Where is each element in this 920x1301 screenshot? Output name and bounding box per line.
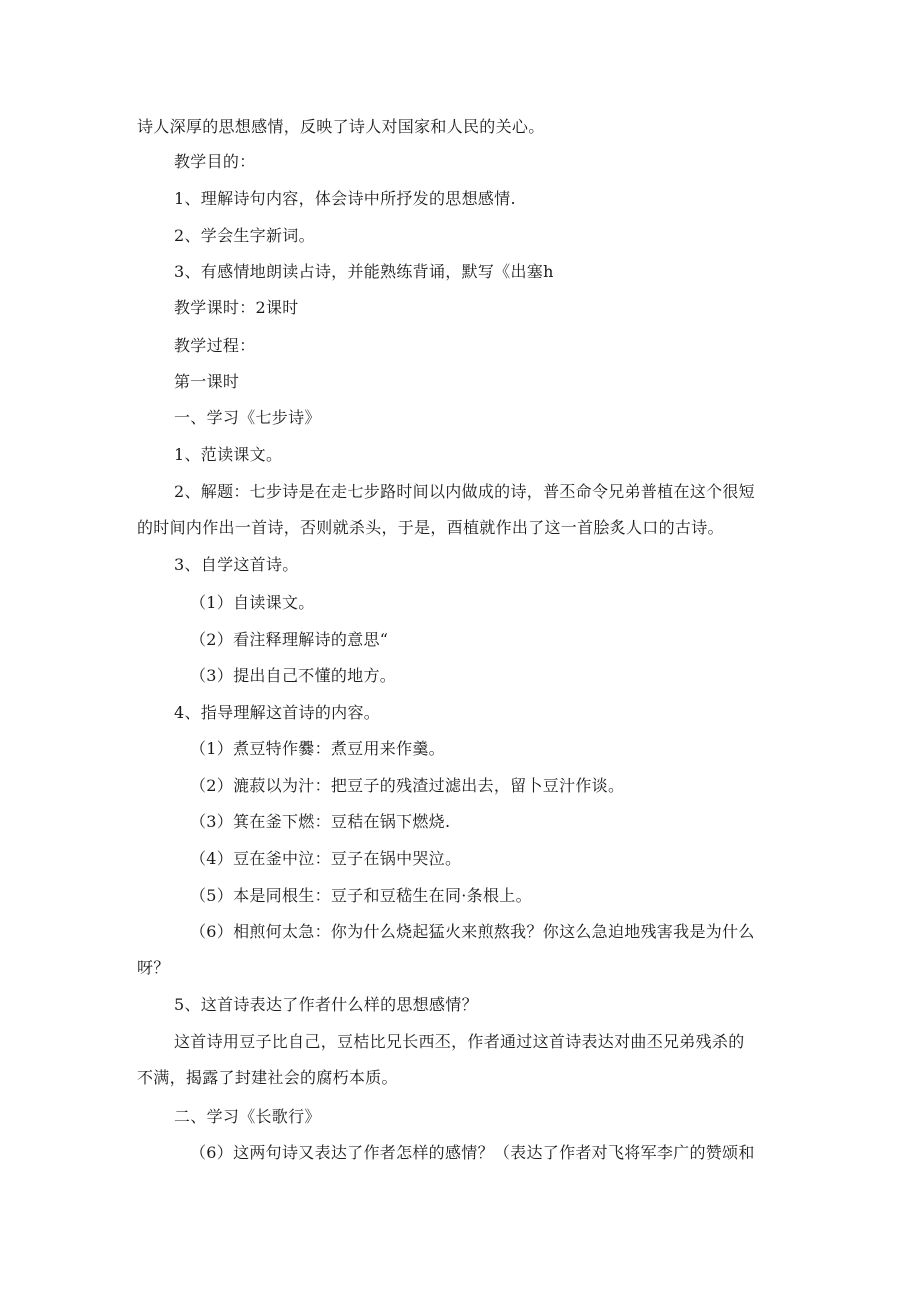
text-line: （5）本是同根生：豆子和豆嵇生在同·条根上。 [190, 886, 532, 905]
text-line: 3、有感情地朗读占诗，并能熟练背诵，默写《出塞h [174, 262, 554, 281]
text-line: 3、自学这首诗。 [174, 555, 299, 574]
text-line: 的时间内作出一首诗，否则就杀头，于是，酉植就作出了这一首脍炙人口的古诗。 [137, 518, 724, 537]
text-line: （6）相煎何太急：你为什么烧起猛火来煎熬我？你这么急迫地残害我是为什么 [190, 922, 755, 941]
text-line: 2、解题：七步诗是在走七步路时间以内做成的诗，普丕命令兄弟普植在这个很短 [174, 482, 755, 501]
text-line: 教学课时：2课时 [174, 298, 299, 317]
text-line: （3）箕在釜下燃：豆秸在锅下燃烧. [190, 812, 451, 831]
text-line: 教学目的： [174, 152, 256, 171]
section-heading: 一、学习《七步诗》 [174, 408, 321, 427]
section-heading: 二、学习《长歌行》 [174, 1107, 321, 1126]
text-line: （1）煮豆特作爨：煮豆用来作羹。 [190, 739, 445, 758]
text-line: （3）提出自己不懂的地方。 [190, 666, 397, 685]
text-line: 2、学会生字新词。 [174, 226, 315, 245]
text-line: （6）这两句诗又表达了作者怎样的感情？（表达了作者对飞将军李广的赞颂和 [190, 1143, 755, 1162]
text-line: 教学过程： [174, 336, 256, 355]
text-line: 第一课时 [174, 372, 240, 391]
text-line: 1、理解诗句内容，体会诗中所抒发的思想感情. [174, 189, 516, 208]
text-line: （2）漉菽以为汁：把豆子的残渣过滤出去，留卜豆汁作谈。 [190, 776, 625, 795]
text-line: 诗人深厚的思想感情，反映了诗人对国家和人民的关心。 [137, 117, 545, 136]
text-line: 不满，揭露了封建社会的腐朽本质。 [137, 1068, 398, 1087]
text-line: 呀？ [137, 958, 170, 977]
text-line: （2）看注释理解诗的意思“ [190, 630, 389, 649]
text-line: 1、范读课文。 [174, 445, 283, 464]
text-line: 5、这首诗表达了作者什么样的思想感情？ [174, 995, 478, 1014]
text-line: （1）自读课文。 [190, 593, 315, 612]
text-line: （4）豆在釜中泣：豆子在锅中哭泣。 [190, 849, 462, 868]
text-line: 这首诗用豆子比自己，豆桔比兄长西丕，作者通过这首诗表达对曲丕兄弟残杀的 [174, 1032, 745, 1051]
text-line: 4、指导理解这首诗的内容。 [174, 703, 381, 722]
